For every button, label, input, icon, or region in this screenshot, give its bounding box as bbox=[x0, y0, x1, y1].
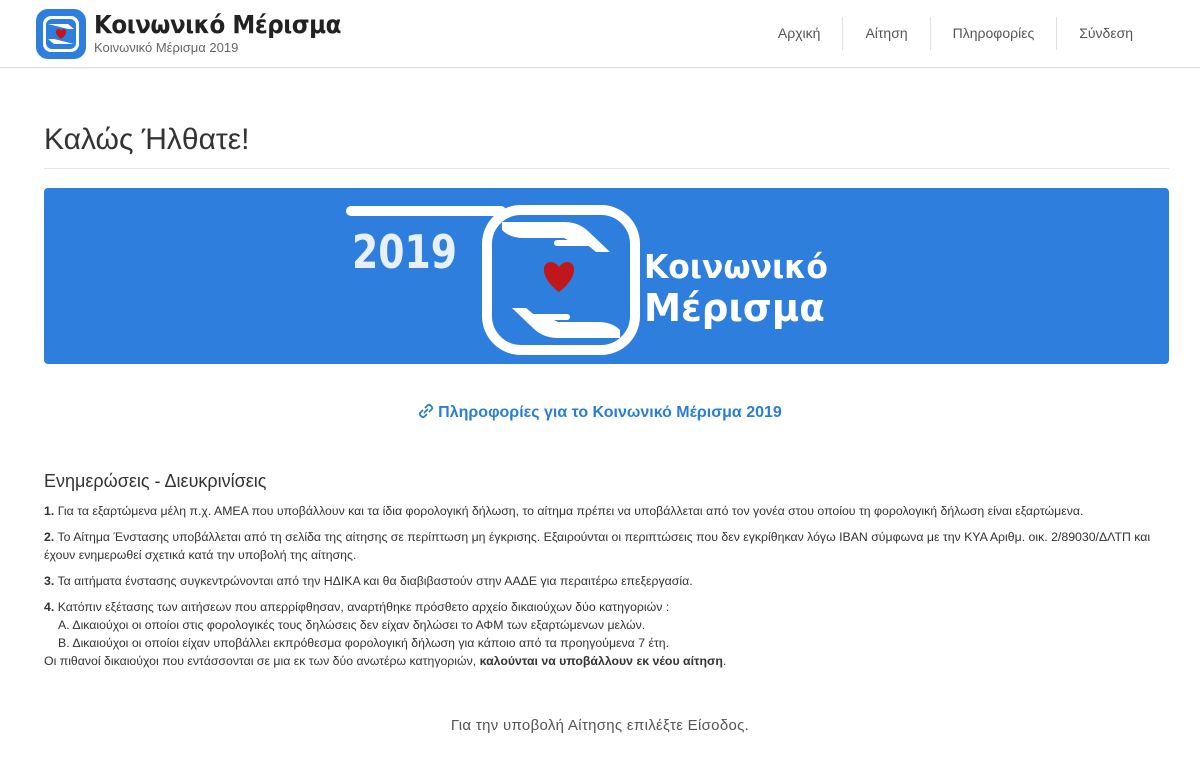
lower-hand-icon bbox=[512, 308, 620, 338]
brand-subtitle: Κοινωνικό Μέρισμα 2019 bbox=[94, 40, 239, 55]
update-sub-b: Β. Δικαιούχοι οι οποίοι είχαν υποβάλλει εκπρόθεσμα φορολογική δήλωση για κάποιο από τα προηγούμενα 7 έτη. bbox=[58, 636, 670, 650]
banner-line1: Κοινωνικό bbox=[644, 247, 828, 287]
update-item-3 bbox=[44, 572, 1174, 590]
info-link[interactable] bbox=[0, 403, 1200, 424]
banner-bar-shape bbox=[346, 206, 506, 216]
nav-application[interactable]: Αίτηση bbox=[842, 17, 929, 50]
update-item-1 bbox=[44, 502, 1174, 520]
navbar bbox=[0, 0, 1200, 68]
update-text: Για τα εξαρτώμενα μέλη π.χ. ΑΜΕΑ που υποβάλλουν και τα ίδια φορολογική δήλωση, το αίτημα πρέπει να υποβάλλεται από τον γονέα στου οποίου τη φορολογική δήλωση είναι εξαρτώμενα. bbox=[57, 504, 1084, 518]
nav-login[interactable]: Σύνδεση bbox=[1056, 17, 1155, 50]
hero-banner bbox=[44, 188, 1169, 364]
logo-icon bbox=[34, 7, 88, 61]
banner-year: 2019 bbox=[352, 225, 457, 279]
update-number: 4. bbox=[44, 600, 55, 614]
heart-icon bbox=[544, 262, 574, 292]
updates-heading: Ενημερώσεις - Διευκρινίσεις bbox=[44, 471, 267, 491]
update-number: 3. bbox=[44, 574, 55, 588]
main-nav bbox=[756, 17, 1155, 50]
banner-line2: Μέρισμα bbox=[643, 285, 825, 331]
title-divider bbox=[44, 168, 1169, 169]
update-number: 1. bbox=[44, 504, 55, 518]
update-sub-a: Α. Δικαιούχοι οι οποίοι στις φορολογικές τους δηλώσεις δεν είχαν δηλώσει το ΑΦΜ των εξαρτώμενων μελών. bbox=[58, 618, 646, 632]
update-item-4 bbox=[44, 598, 1174, 670]
update-text: Κατόπιν εξέτασης των αιτήσεων που απερρίφθησαν, αναρτήθηκε πρόσθετο αρχείο δικαιούχων δύο κατηγοριών : bbox=[57, 600, 670, 614]
page-title: Καλώς Ήλθατε! bbox=[44, 123, 250, 156]
update-outro-bold: καλούνται να υποβάλλουν εκ νέου αίτηση bbox=[479, 654, 723, 668]
update-text: Τα αιτήματα ένστασης συγκεντρώνονται από την ΗΔΙΚΑ και θα διαβιβαστούν στην ΑΑΔΕ για περαιτέρω επεξεργασία. bbox=[57, 574, 693, 588]
brand-link[interactable] bbox=[34, 7, 362, 61]
footer-note: Για την υποβολή Αίτησης επιλέξτε Είσοδος. bbox=[450, 717, 750, 734]
updates-section bbox=[44, 471, 1174, 678]
update-outro-end: . bbox=[722, 654, 727, 668]
update-outro: Οι πιθανοί δικαιούχοι που εντάσσονται σε μια εκ των δύο ανωτέρω κατηγοριών, bbox=[44, 654, 477, 668]
info-link-text[interactable]: Πληροφορίες για το Κοινωνικό Μέρισμα 2019 bbox=[438, 404, 782, 421]
nav-home[interactable]: Αρχική bbox=[777, 25, 821, 41]
update-text: Το Αίτημα Ένστασης υποβάλλεται από τη σελίδα της αίτησης σε περίπτωση μη έγκρισης. Εξαιρούνται οι περιπτώσεις που δεν εγκρίθηκαν λόγω IBAN σύμφωνα με την ΚΥΑ Αριθμ. οικ. 2/89030/ΔΛΤΠ και έχουν ενημερωθεί σχετικά κατά την υποβολή της αίτησης. bbox=[44, 530, 1151, 562]
link-icon bbox=[418, 403, 434, 424]
update-item-2 bbox=[44, 528, 1174, 564]
update-number: 2. bbox=[44, 530, 55, 544]
nav-information[interactable]: Πληροφορίες bbox=[930, 17, 1057, 50]
brand-title: Κοινωνικό Μέρισμα bbox=[94, 10, 341, 39]
upper-hand-icon bbox=[502, 222, 610, 252]
